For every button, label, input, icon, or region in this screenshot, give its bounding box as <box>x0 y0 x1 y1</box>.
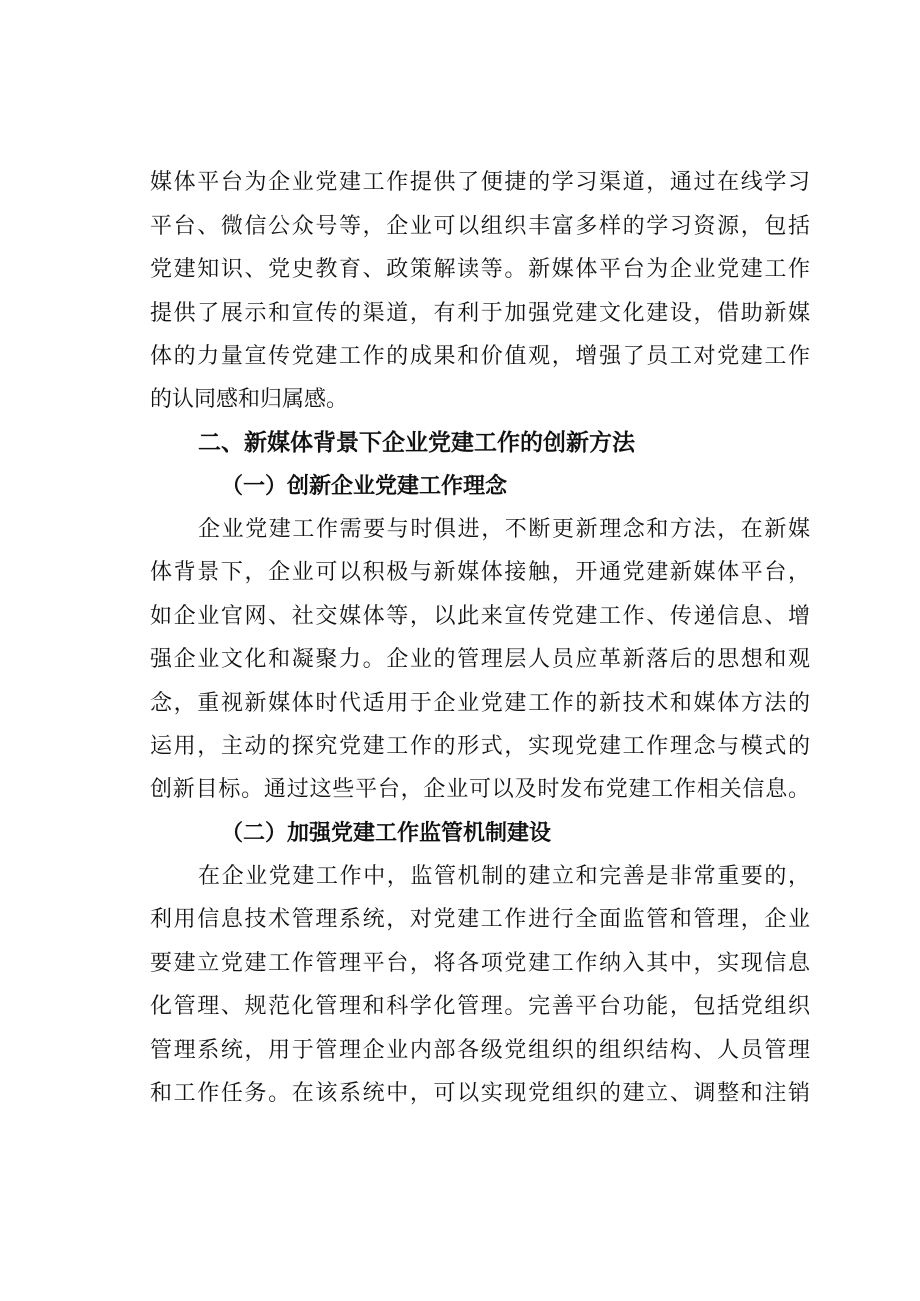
subsection-1-line-2: 体背景下，企业可以积极与新媒体接触，开通党建新媒体平台， <box>150 560 810 585</box>
subsection-2-title: （二）加强党建工作监管机制建设 <box>221 820 552 846</box>
subsection-2-line-3: 要建立党建工作管理平台，将各项党建工作纳入其中，实现信息 <box>150 951 810 976</box>
subsection-2-line-6: 和工作任务。在该系统中，可以实现党组织的建立、调整和注销 <box>150 1081 810 1106</box>
subsection-2-line-1: 在企业党建工作中，监管机制的建立和完善是非常重要的， <box>198 864 810 889</box>
subsection-2-line-4: 化管理、规范化管理和科学化管理。完善平台功能，包括党组织 <box>150 994 810 1019</box>
paragraph-1-line-2: 平台、微信公众号等，企业可以组织丰富多样的学习资源，包括 <box>150 214 810 239</box>
subsection-1-line-4: 强企业文化和凝聚力。企业的管理层人员应革新落后的思想和观 <box>150 647 810 672</box>
subsection-1-title: （一）创新企业党建工作理念 <box>221 473 508 499</box>
subsection-1-line-7: 创新目标。通过这些平台，企业可以及时发布党建工作相关信息。 <box>150 777 810 802</box>
subsection-1-line-1: 企业党建工作需要与时俱进，不断更新理念和方法，在新媒 <box>198 517 810 542</box>
paragraph-1-line-1: 媒体平台为企业党建工作提供了便捷的学习渠道，通过在线学习 <box>150 170 810 195</box>
paragraph-1-line-6: 的认同感和归属感。 <box>150 387 349 412</box>
subsection-1-line-6: 运用，主动的探究党建工作的形式，实现党建工作理念与模式的 <box>150 734 810 759</box>
subsection-1-line-5: 念，重视新媒体时代适用于企业党建工作的新技术和媒体方法的 <box>150 691 810 716</box>
subsection-2-line-5: 管理系统，用于管理企业内部各级党组织的组织结构、人员管理 <box>150 1038 810 1063</box>
section-heading: 二、新媒体背景下企业党建工作的创新方法 <box>198 430 635 456</box>
paragraph-1-line-4: 提供了展示和宣传的渠道，有利于加强党建文化建设，借助新媒 <box>150 301 810 326</box>
paragraph-1-line-5: 体的力量宣传党建工作的成果和价值观，增强了员工对党建工作 <box>150 344 810 369</box>
subsection-1-line-3: 如企业官网、社交媒体等，以此来宣传党建工作、传递信息、增 <box>150 604 810 629</box>
paragraph-1-line-3: 党建知识、党史教育、政策解读等。新媒体平台为企业党建工作 <box>150 257 810 282</box>
subsection-2-line-2: 利用信息技术管理系统，对党建工作进行全面监管和管理，企业 <box>150 907 810 932</box>
